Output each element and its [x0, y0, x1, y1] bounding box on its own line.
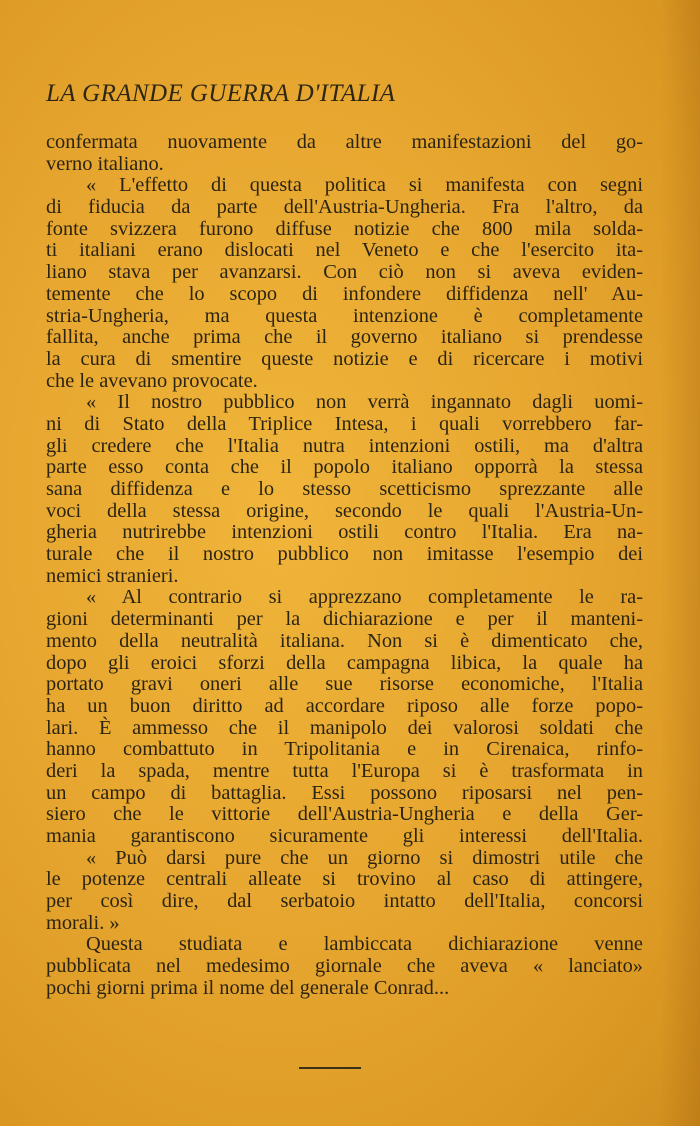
text-line: per così dire, dal serbatoio intatto dell'Italia, concorsi [46, 890, 643, 913]
text-line: verno italiano. [46, 152, 164, 175]
text-line: stria-Ungheria, ma questa intenzione è completamente [46, 304, 643, 327]
text-line: un campo di battaglia. Essi possono riposarsi nel pen- [46, 781, 643, 804]
text-line: gheria nutrirebbe intenzioni ostili contro l'Italia. Era na- [46, 521, 643, 544]
paragraph-start-line: « Può darsi pure che un giorno si dimostri utile che [86, 846, 643, 869]
text-line: sana diffidenza e lo stesso scetticismo sprezzante alle [46, 478, 643, 500]
text-line: temente che lo scopo di infondere diffidenza nell' Au- [46, 282, 643, 305]
text-line: mento della neutralità italiana. Non si è dimenticato che, [46, 629, 643, 652]
paragraph-start-line: « Il nostro pubblico non verrà ingannato dagli uomi- [86, 391, 643, 414]
paragraph-start-line: « L'effetto di questa politica si manifesta con segni [86, 174, 643, 197]
text-line: la cura di smentire queste notizie e di ricercare i motivi [46, 347, 643, 370]
text-line: ha un buon diritto ad accordare riposo alle forze popo- [46, 694, 643, 717]
text-line: voci della stessa origine, secondo le quali l'Austria-Un- [46, 499, 643, 522]
text-line: fonte svizzera furono diffuse notizie che 800 mila solda- [46, 217, 643, 240]
text-line: deri la spada, mentre tutta l'Europa si è trasformata in [46, 759, 643, 782]
text-line: confermata nuovamente da altre manifestazioni del go- [46, 131, 643, 153]
text-line: pochi giorni prima il nome del generale Conrad... [46, 976, 450, 999]
text-line: pubblicata nel medesimo giornale che aveva « lanciato» [46, 955, 643, 978]
text-line: gioni determinanti per la dichiarazione e per il manteni- [46, 608, 643, 631]
text-line: che le avevano provocate. [46, 369, 258, 392]
closing-rule [299, 1067, 361, 1069]
text-line: di fiducia da parte dell'Austria-Ungheria. Fra l'altro, da [46, 196, 643, 219]
text-line: dopo gli eroici sforzi della campagna libica, la quale ha [46, 651, 643, 674]
body-text [46, 132, 643, 1000]
text-line: nemici stranieri. [46, 564, 179, 587]
text-line: ti italiani erano dislocati nel Veneto e che l'esercito ita- [46, 239, 643, 262]
text-line: parte esso conta che il popolo italiano opporrà la stessa [46, 456, 643, 479]
text-line: mania garantiscono sicuramente gli interessi dell'Italia. [46, 825, 643, 847]
text-line: morali. » [46, 911, 120, 934]
text-line: hanno combattuto in Tripolitania e in Cirenaica, rinfo- [46, 738, 643, 761]
text-line: turale che il nostro pubblico non imitasse l'esempio dei [46, 543, 643, 566]
text-line: le potenze centrali alleate si trovino al caso di attingere, [46, 868, 643, 891]
text-line: portato gravi oneri alle sue risorse economiche, l'Italia [46, 673, 643, 696]
text-line: fallita, anche prima che il governo italiano si prendesse [46, 326, 643, 349]
text-line: ni di Stato della Triplice Intesa, i quali vorrebbero far- [46, 412, 643, 435]
text-line: liano stava per avanzarsi. Con ciò non si aveva eviden- [46, 261, 643, 284]
running-title: LA GRANDE GUERRA D'ITALIA [46, 80, 396, 107]
paragraph-start-line: « Al contrario si apprezzano completamente le ra- [86, 586, 643, 609]
page-edge-shadow [660, 0, 700, 1126]
text-line: gli credere che l'Italia nutra intenzioni ostili, ma d'altra [46, 434, 643, 457]
text-line: siero che le vittorie dell'Austria-Ungheria e della Ger- [46, 803, 643, 826]
text-line: lari. È ammesso che il manipolo dei valorosi soldati che [46, 716, 643, 739]
paragraph-start-line: Questa studiata e lambiccata dichiarazione venne [86, 933, 643, 956]
